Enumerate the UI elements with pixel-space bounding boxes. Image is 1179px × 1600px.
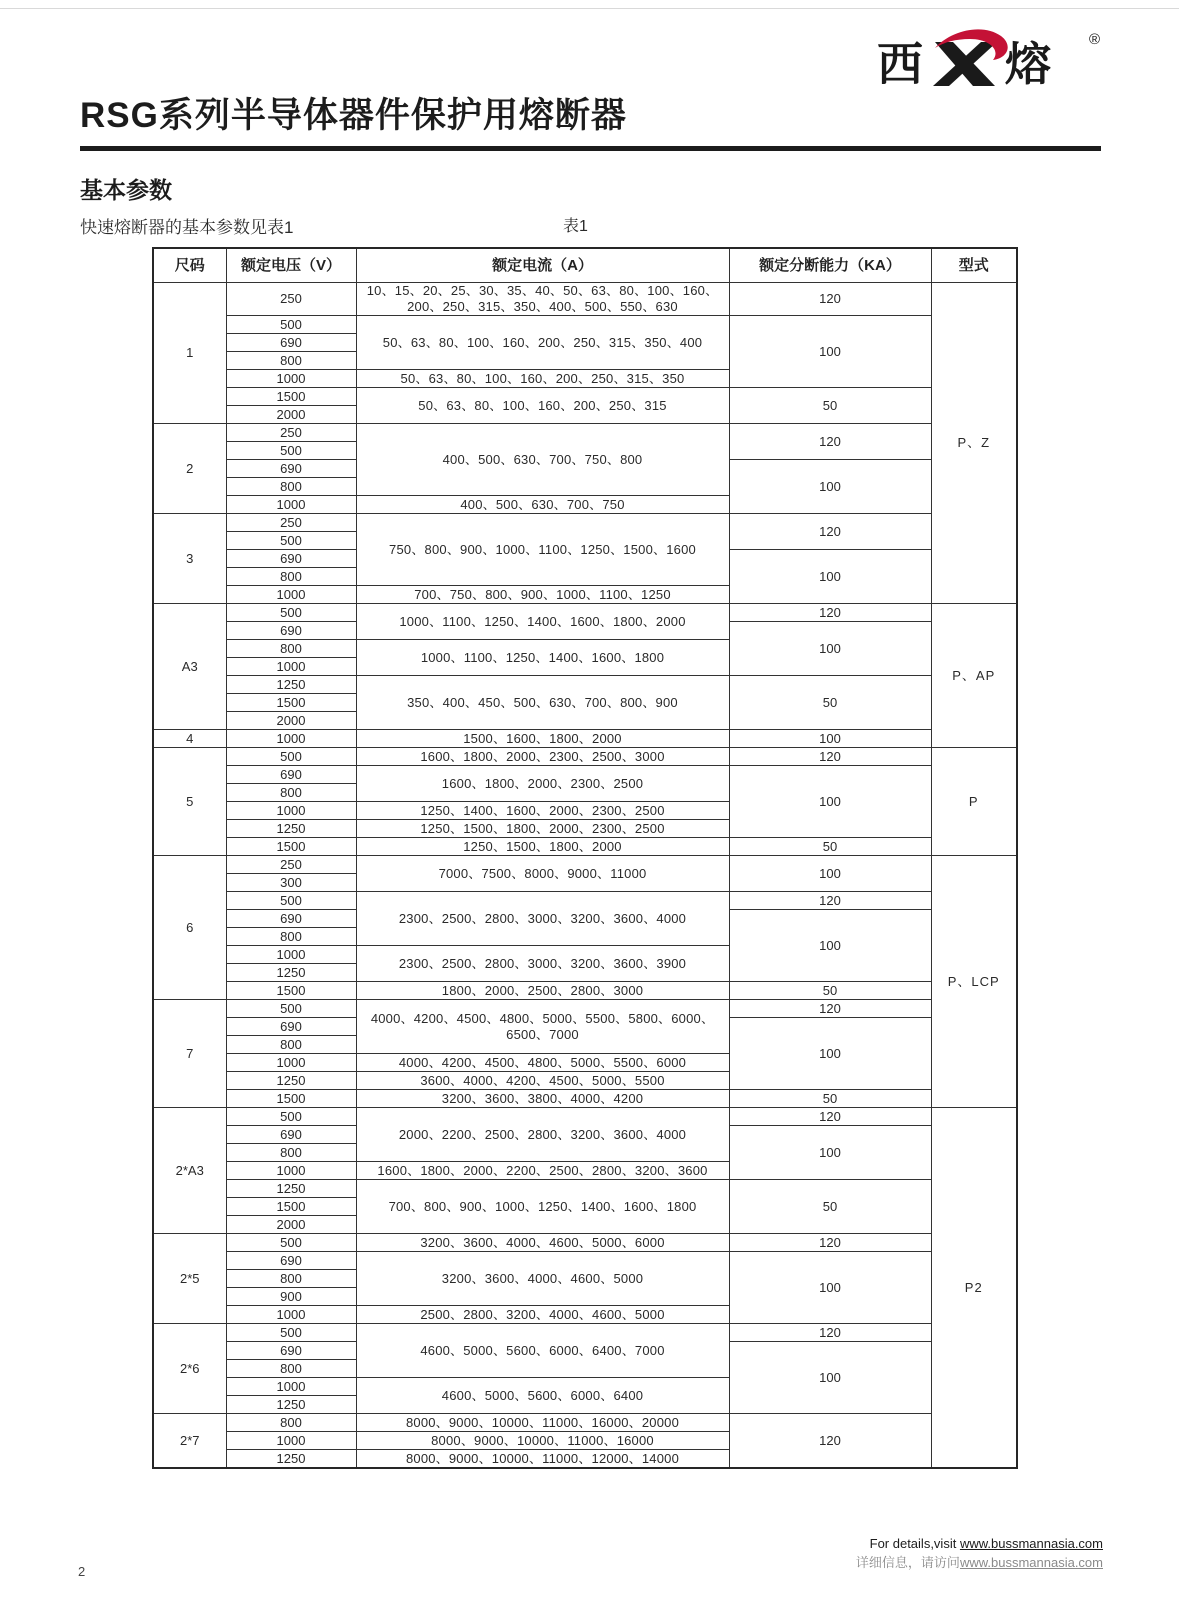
- brand-logo-icon: [877, 28, 1107, 90]
- voltage-cell: 500: [226, 316, 356, 334]
- table-row: [153, 1414, 1017, 1432]
- size-cell: 2*7: [153, 1414, 226, 1469]
- table-row: [153, 316, 1017, 334]
- table-row: [153, 1234, 1017, 1252]
- table-row: [153, 838, 1017, 856]
- voltage-cell: 500: [226, 604, 356, 622]
- ka-cell: 120: [729, 1108, 931, 1126]
- voltage-cell: 1250: [226, 676, 356, 694]
- voltage-cell: 1250: [226, 1180, 356, 1198]
- ka-cell: 50: [729, 1090, 931, 1108]
- type-cell: P2: [931, 1108, 1017, 1469]
- type-cell: P、LCP: [931, 856, 1017, 1108]
- voltage-cell: 1000: [226, 1162, 356, 1180]
- voltage-cell: 1250: [226, 820, 356, 838]
- table-row: [153, 1180, 1017, 1198]
- table-row: [153, 1000, 1017, 1018]
- ka-cell: 100: [729, 1342, 931, 1414]
- ka-cell: 50: [729, 388, 931, 424]
- voltage-cell: 800: [226, 1144, 356, 1162]
- current-cell: 3200、3600、3800、4000、4200: [356, 1090, 729, 1108]
- voltage-cell: 800: [226, 1414, 356, 1432]
- top-divider: [0, 8, 1179, 9]
- ka-cell: 120: [729, 1324, 931, 1342]
- column-header: 额定电流（A）: [356, 248, 729, 283]
- table-row: [153, 1108, 1017, 1126]
- table-row: [153, 748, 1017, 766]
- voltage-cell: 800: [226, 640, 356, 658]
- ka-cell: 100: [729, 730, 931, 748]
- voltage-cell: 500: [226, 1234, 356, 1252]
- size-cell: 2*6: [153, 1324, 226, 1414]
- voltage-cell: 1000: [226, 1054, 356, 1072]
- current-cell: 4600、5000、5600、6000、6400: [356, 1378, 729, 1414]
- table-row: [153, 982, 1017, 1000]
- footer-en-text: For details,visit: [869, 1536, 960, 1551]
- current-cell: 1600、1800、2000、2300、2500、3000: [356, 748, 729, 766]
- size-cell: 3: [153, 514, 226, 604]
- ka-cell: 100: [729, 766, 931, 838]
- voltage-cell: 250: [226, 856, 356, 874]
- voltage-cell: 690: [226, 334, 356, 352]
- voltage-cell: 800: [226, 568, 356, 586]
- current-cell: 8000、9000、10000、11000、16000、20000: [356, 1414, 729, 1432]
- voltage-cell: 500: [226, 532, 356, 550]
- voltage-cell: 1500: [226, 388, 356, 406]
- table-row: [153, 730, 1017, 748]
- size-cell: A3: [153, 604, 226, 730]
- voltage-cell: 800: [226, 352, 356, 370]
- current-cell: 1250、1400、1600、2000、2300、2500: [356, 802, 729, 820]
- table-row: [153, 766, 1017, 784]
- current-cell: 50、63、80、100、160、200、250、315: [356, 388, 729, 424]
- table-row: [153, 1252, 1017, 1270]
- voltage-cell: 1000: [226, 370, 356, 388]
- voltage-cell: 1500: [226, 982, 356, 1000]
- type-cell: P: [931, 748, 1017, 856]
- ka-cell: 120: [729, 892, 931, 910]
- size-cell: 2: [153, 424, 226, 514]
- voltage-cell: 2000: [226, 1216, 356, 1234]
- page-footer: [856, 1534, 1103, 1572]
- current-cell: 10、15、20、25、30、35、40、50、63、80、100、160、200、250、315、350、400、500、550、630: [356, 283, 729, 316]
- current-cell: 8000、9000、10000、11000、16000: [356, 1432, 729, 1450]
- current-cell: 1250、1500、1800、2000、2300、2500: [356, 820, 729, 838]
- voltage-cell: 1250: [226, 1396, 356, 1414]
- column-header: 额定电压（V）: [226, 248, 356, 283]
- current-cell: 1600、1800、2000、2300、2500: [356, 766, 729, 802]
- current-cell: 1500、1600、1800、2000: [356, 730, 729, 748]
- page-number: 2: [78, 1564, 86, 1579]
- voltage-cell: 500: [226, 1324, 356, 1342]
- voltage-cell: 800: [226, 1036, 356, 1054]
- current-cell: 1600、1800、2000、2200、2500、2800、3200、3600: [356, 1162, 729, 1180]
- table-row: [153, 1324, 1017, 1342]
- voltage-cell: 690: [226, 1126, 356, 1144]
- ka-cell: 100: [729, 550, 931, 604]
- current-cell: 700、800、900、1000、1250、1400、1600、1800: [356, 1180, 729, 1234]
- table-row: [153, 514, 1017, 532]
- xr-mark-icon: [933, 29, 1008, 86]
- current-cell: 400、500、630、700、750: [356, 496, 729, 514]
- voltage-cell: 1250: [226, 964, 356, 982]
- voltage-cell: 1250: [226, 1072, 356, 1090]
- voltage-cell: 2000: [226, 406, 356, 424]
- voltage-cell: 500: [226, 442, 356, 460]
- voltage-cell: 690: [226, 766, 356, 784]
- current-cell: 750、800、900、1000、1100、1250、1500、1600: [356, 514, 729, 586]
- ka-cell: 100: [729, 622, 931, 676]
- ka-cell: 120: [729, 604, 931, 622]
- voltage-cell: 500: [226, 748, 356, 766]
- voltage-cell: 1500: [226, 838, 356, 856]
- ka-cell: 120: [729, 283, 931, 316]
- size-cell: 7: [153, 1000, 226, 1108]
- voltage-cell: 1000: [226, 946, 356, 964]
- current-cell: 2500、2800、3200、4000、4600、5000: [356, 1306, 729, 1324]
- current-cell: 400、500、630、700、750、800: [356, 424, 729, 496]
- voltage-cell: 1000: [226, 1306, 356, 1324]
- current-cell: 3600、4000、4200、4500、5000、5500: [356, 1072, 729, 1090]
- ka-cell: 100: [729, 316, 931, 388]
- ka-cell: 120: [729, 1414, 931, 1469]
- voltage-cell: 1000: [226, 1432, 356, 1450]
- ka-cell: 120: [729, 424, 931, 460]
- logo-char-left: 西: [877, 38, 923, 90]
- current-cell: 2300、2500、2800、3000、3200、3600、4000: [356, 892, 729, 946]
- column-header: 额定分断能力（KA）: [729, 248, 931, 283]
- registered-trademark-icon: ®: [1089, 31, 1101, 48]
- column-header: 尺码: [153, 248, 226, 283]
- title-rule: [80, 146, 1101, 151]
- current-cell: 4000、4200、4500、4800、5000、5500、5800、6000、6500、7000: [356, 1000, 729, 1054]
- footer-cn-text: 详细信息，请访问: [855, 1555, 960, 1570]
- type-cell: P、Z: [931, 283, 1017, 604]
- intro-text: 快速熔断器的基本参数见表1: [80, 218, 294, 237]
- voltage-cell: 1000: [226, 1378, 356, 1396]
- ka-cell: 100: [729, 1126, 931, 1180]
- voltage-cell: 1500: [226, 694, 356, 712]
- column-header: 型式: [931, 248, 1017, 283]
- current-cell: 1000、1100、1250、1400、1600、1800: [356, 640, 729, 676]
- table-row: [153, 856, 1017, 874]
- voltage-cell: 1500: [226, 1198, 356, 1216]
- params-table-body: [153, 283, 1017, 1469]
- current-cell: 1250、1500、1800、2000: [356, 838, 729, 856]
- footer-line-en: [856, 1534, 1103, 1553]
- table-row: [153, 604, 1017, 622]
- voltage-cell: 800: [226, 1360, 356, 1378]
- page-title: RSG系列半导体器件保护用熔断器: [80, 96, 627, 135]
- table-row: [153, 892, 1017, 910]
- footer-url-en[interactable]: www.bussmannasia.com: [959, 1536, 1103, 1551]
- voltage-cell: 250: [226, 424, 356, 442]
- voltage-cell: 690: [226, 910, 356, 928]
- current-cell: 1800、2000、2500、2800、3000: [356, 982, 729, 1000]
- current-cell: 50、63、80、100、160、200、250、315、350: [356, 370, 729, 388]
- voltage-cell: 800: [226, 784, 356, 802]
- table-caption: 表1: [563, 218, 588, 235]
- ka-cell: 50: [729, 676, 931, 730]
- ka-cell: 100: [729, 1252, 931, 1324]
- ka-cell: 120: [729, 1000, 931, 1018]
- voltage-cell: 1000: [226, 802, 356, 820]
- ka-cell: 100: [729, 460, 931, 514]
- current-cell: 50、63、80、100、160、200、250、315、350、400: [356, 316, 729, 370]
- brand-logo: [877, 28, 1107, 90]
- current-cell: 4600、5000、5600、6000、6400、7000: [356, 1324, 729, 1378]
- voltage-cell: 800: [226, 478, 356, 496]
- size-cell: 2*5: [153, 1234, 226, 1324]
- current-cell: 3200、3600、4000、4600、5000、6000: [356, 1234, 729, 1252]
- ka-cell: 100: [729, 856, 931, 892]
- ka-cell: 100: [729, 910, 931, 982]
- table-row: [153, 424, 1017, 442]
- ka-cell: 50: [729, 1180, 931, 1234]
- footer-url-cn[interactable]: www.bussmannasia.com: [959, 1555, 1103, 1570]
- current-cell: 8000、9000、10000、11000、12000、14000: [356, 1450, 729, 1469]
- voltage-cell: 800: [226, 928, 356, 946]
- voltage-cell: 300: [226, 874, 356, 892]
- current-cell: 700、750、800、900、1000、1100、1250: [356, 586, 729, 604]
- section-heading: 基本参数: [80, 177, 172, 203]
- voltage-cell: 250: [226, 514, 356, 532]
- ka-cell: 120: [729, 1234, 931, 1252]
- current-cell: 4000、4200、4500、4800、5000、5500、6000: [356, 1054, 729, 1072]
- size-cell: 6: [153, 856, 226, 1000]
- current-cell: 1000、1100、1250、1400、1600、1800、2000: [356, 604, 729, 640]
- voltage-cell: 500: [226, 1000, 356, 1018]
- current-cell: 7000、7500、8000、9000、11000: [356, 856, 729, 892]
- table-row: [153, 1090, 1017, 1108]
- table-row: [153, 388, 1017, 406]
- voltage-cell: 1500: [226, 1090, 356, 1108]
- ka-cell: 50: [729, 838, 931, 856]
- logo-char-right: 熔: [1005, 38, 1051, 90]
- table-header-row: [153, 248, 1017, 283]
- voltage-cell: 1000: [226, 730, 356, 748]
- ka-cell: 100: [729, 1018, 931, 1090]
- current-cell: 2300、2500、2800、3000、3200、3600、3900: [356, 946, 729, 982]
- ka-cell: 120: [729, 748, 931, 766]
- voltage-cell: 1000: [226, 586, 356, 604]
- footer-line-cn: [856, 1553, 1103, 1572]
- size-cell: 5: [153, 748, 226, 856]
- voltage-cell: 690: [226, 1252, 356, 1270]
- params-table: [152, 247, 1018, 1469]
- ka-cell: 50: [729, 982, 931, 1000]
- voltage-cell: 1250: [226, 1450, 356, 1469]
- ka-cell: 120: [729, 514, 931, 550]
- voltage-cell: 500: [226, 892, 356, 910]
- voltage-cell: 1000: [226, 658, 356, 676]
- voltage-cell: 690: [226, 550, 356, 568]
- voltage-cell: 2000: [226, 712, 356, 730]
- voltage-cell: 690: [226, 1018, 356, 1036]
- current-cell: 3200、3600、4000、4600、5000: [356, 1252, 729, 1306]
- voltage-cell: 500: [226, 1108, 356, 1126]
- current-cell: 350、400、450、500、630、700、800、900: [356, 676, 729, 730]
- voltage-cell: 800: [226, 1270, 356, 1288]
- voltage-cell: 690: [226, 460, 356, 478]
- table-row: [153, 283, 1017, 316]
- voltage-cell: 690: [226, 622, 356, 640]
- voltage-cell: 1000: [226, 496, 356, 514]
- table-row: [153, 676, 1017, 694]
- voltage-cell: 690: [226, 1342, 356, 1360]
- current-cell: 2000、2200、2500、2800、3200、3600、4000: [356, 1108, 729, 1162]
- size-cell: 1: [153, 283, 226, 424]
- voltage-cell: 250: [226, 283, 356, 316]
- type-cell: P、AP: [931, 604, 1017, 748]
- voltage-cell: 900: [226, 1288, 356, 1306]
- size-cell: 4: [153, 730, 226, 748]
- size-cell: 2*A3: [153, 1108, 226, 1234]
